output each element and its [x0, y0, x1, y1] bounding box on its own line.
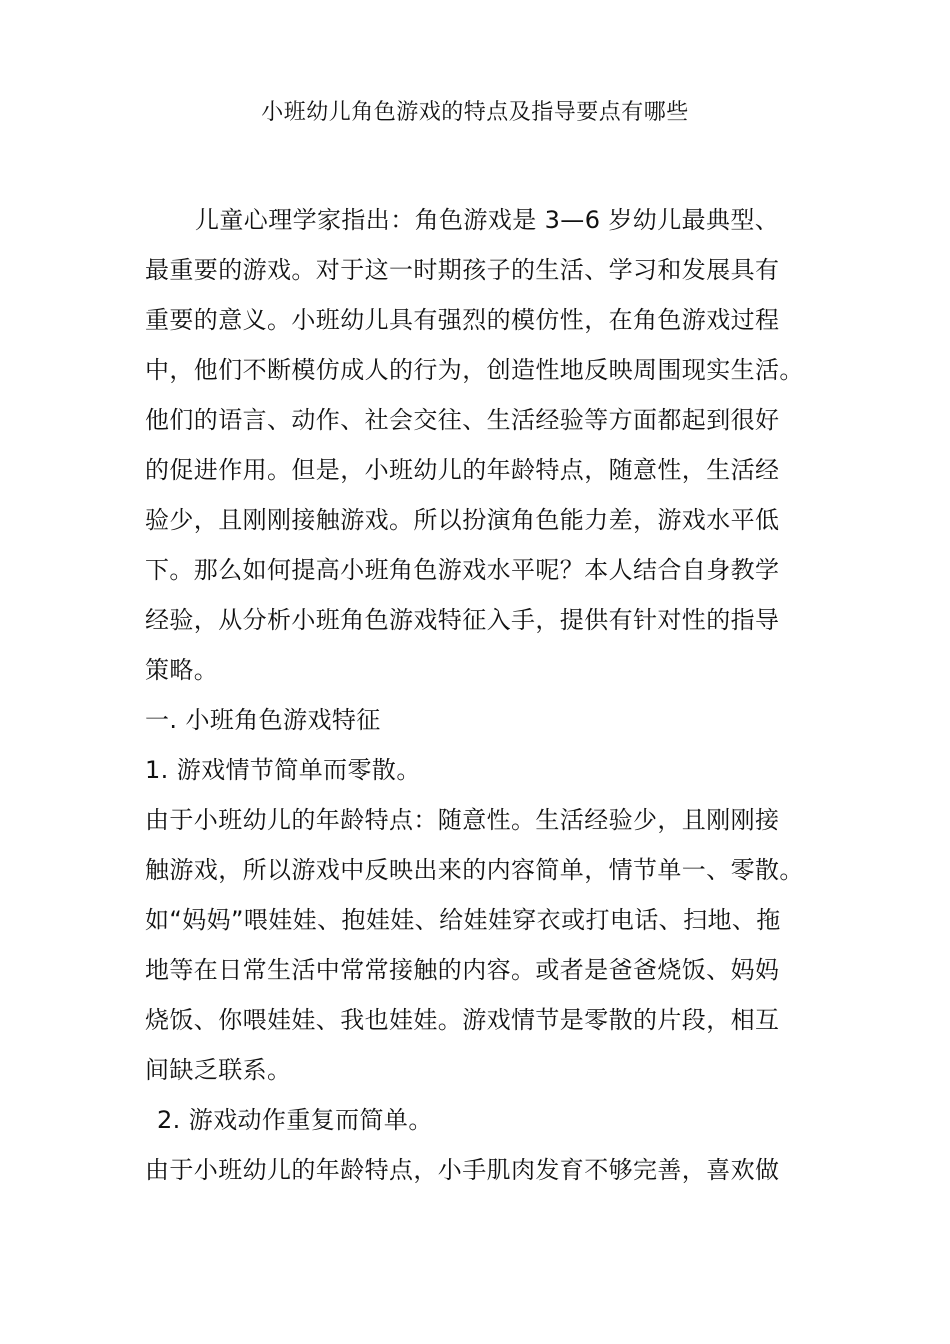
text-line: 经验，从分析小班角色游戏特征入手，提供有针对性的指导 — [145, 606, 780, 634]
subsection-heading: 2. 游戏动作重复而简单。 — [157, 1106, 433, 1134]
text-line: 间缺乏联系。 — [145, 1056, 292, 1084]
text-line: 策略。 — [145, 656, 219, 684]
text-line: 触游戏，所以游戏中反映出来的内容简单，情节单一、零散。 — [145, 856, 804, 884]
text-line: 儿童心理学家指出：角色游戏是 3—6 岁幼儿最典型、 — [195, 206, 780, 234]
text-line: 由于小班幼儿的年龄特点：随意性。生活经验少，且刚刚接 — [145, 806, 780, 834]
text-line: 下。那么如何提高小班角色游戏水平呢？本人结合自身教学 — [145, 556, 780, 584]
text-line: 重要的意义。小班幼儿具有强烈的模仿性，在角色游戏过程 — [145, 306, 780, 334]
document-title: 小班幼儿角色游戏的特点及指导要点有哪些 — [261, 100, 689, 125]
subsection-heading: 1. 游戏情节简单而零散。 — [145, 756, 421, 784]
text-line: 地等在日常生活中常常接触的内容。或者是爸爸烧饭、妈妈 — [145, 956, 780, 984]
text-line: 最重要的游戏。对于这一时期孩子的生活、学习和发展具有 — [145, 256, 780, 284]
text-line: 如“妈妈”喂娃娃、抱娃娃、给娃娃穿衣或打电话、扫地、拖 — [145, 906, 781, 934]
text-line: 烧饭、你喂娃娃、我也娃娃。游戏情节是零散的片段，相互 — [145, 1006, 780, 1034]
text-line: 由于小班幼儿的年龄特点，小手肌肉发育不够完善，喜欢做 — [145, 1156, 780, 1184]
text-line: 验少，且刚刚接触游戏。所以扮演角色能力差，游戏水平低 — [145, 506, 780, 534]
text-line: 中，他们不断模仿成人的行为，创造性地反映周围现实生活。 — [145, 356, 804, 384]
text-line: 他们的语言、动作、社会交往、生活经验等方面都起到很好 — [145, 406, 780, 434]
document-body — [145, 195, 810, 1195]
section-heading: 一. 小班角色游戏特征 — [145, 706, 381, 734]
text-line: 的促进作用。但是，小班幼儿的年龄特点，随意性，生活经 — [145, 456, 780, 484]
